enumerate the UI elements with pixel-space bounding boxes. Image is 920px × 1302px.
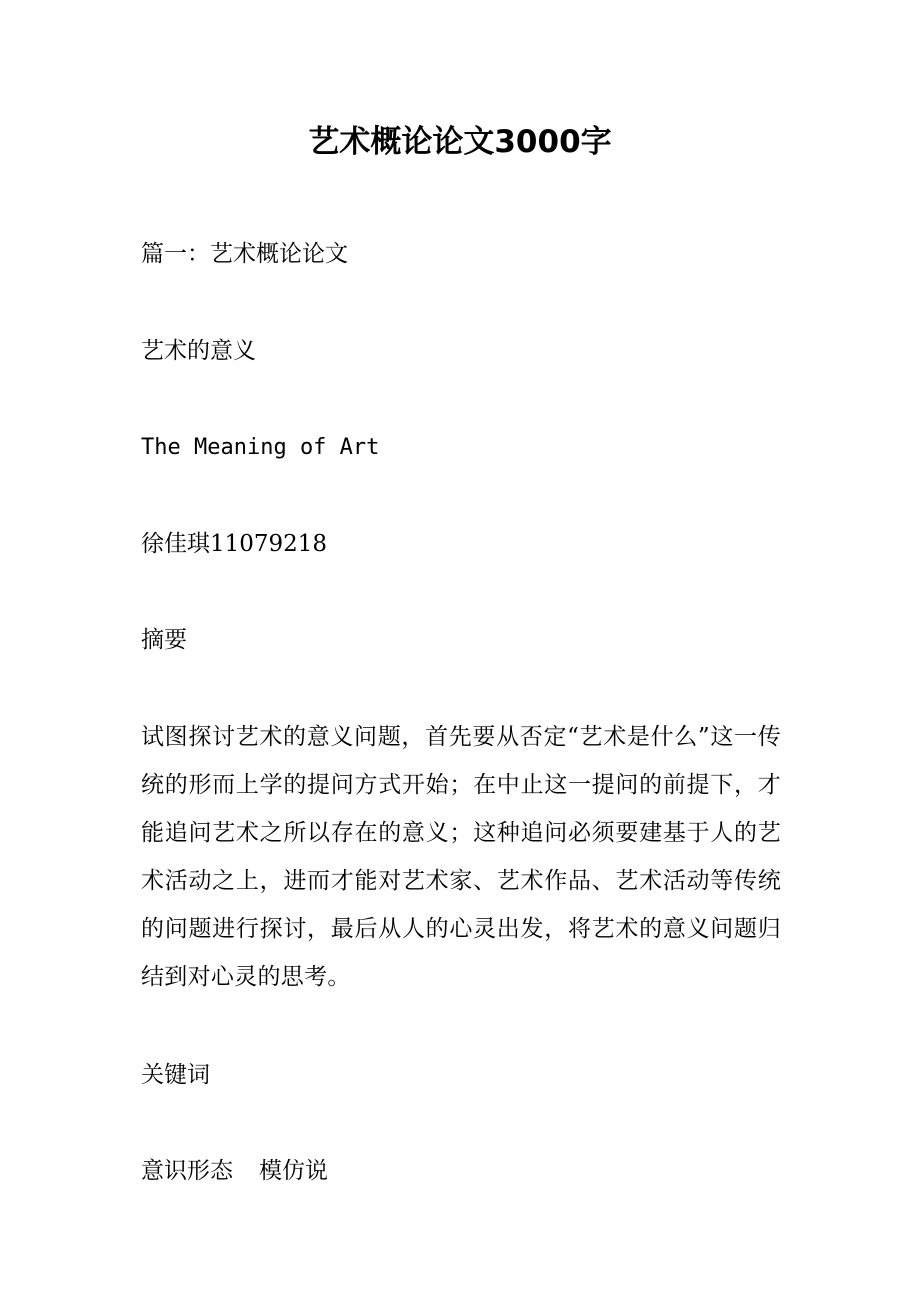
author-line: 徐佳琪11079218 (141, 531, 328, 557)
section-heading: 篇一：艺术概论论文 (141, 241, 348, 267)
keyword-item: 意识形态 (141, 1158, 233, 1184)
paper-title-chinese: 艺术的意义 (141, 338, 256, 364)
abstract-text: 试图探讨艺术的意义问题，首先要从否定“艺术是什么”这一传统的形而上学的提问方式开始；在中止这一提问的前提下，才能追问艺术之所以存在的意义；这种追问必须要建基于人的艺术活动之上，进而才能对艺术家、艺术作品、艺术活动等传统的问题进行探讨，最后从人的心灵出发，将艺术的意义问题归结到对心灵的思考。 (141, 724, 781, 990)
keywords-heading: 关键词 (141, 1062, 210, 1088)
paper-title-english: The Meaning of Art (141, 435, 380, 460)
document-title: 艺术概论论文3000字 (308, 124, 612, 160)
keyword-item: 模仿说 (259, 1158, 328, 1184)
abstract-heading: 摘要 (141, 627, 187, 653)
keywords-list (141, 1147, 781, 1195)
